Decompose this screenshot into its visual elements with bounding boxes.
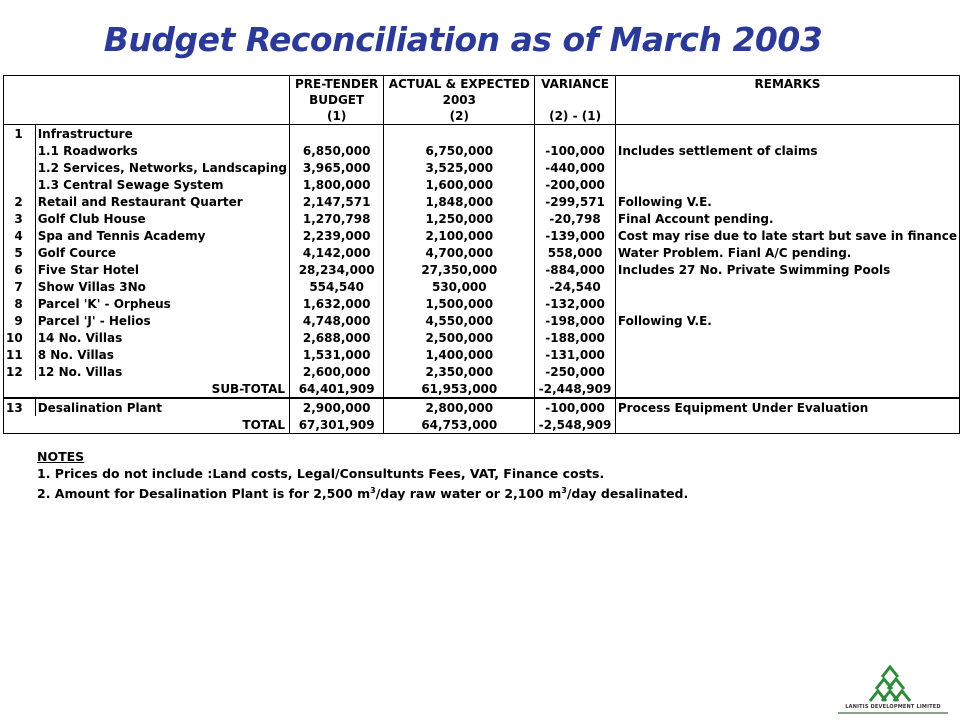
row-budget: 28,234,000 [290, 261, 384, 278]
header-actual-2: 2003 [384, 92, 535, 108]
table-row [4, 125, 960, 143]
page-title: Budget Reconciliation as of March 2003 [103, 20, 823, 59]
row-number: 12 [4, 363, 36, 380]
row-description: 14 No. Villas [35, 329, 289, 346]
row-budget: 2,688,000 [290, 329, 384, 346]
row-number: 2 [4, 193, 36, 210]
row-actual: 1,848,000 [384, 193, 535, 210]
row-variance: -131,000 [535, 346, 616, 363]
row-remarks: Following V.E. [615, 312, 959, 329]
row-variance [535, 125, 616, 143]
logo-underline [838, 712, 948, 714]
row-budget: 1,531,000 [290, 346, 384, 363]
row-description: Five Star Hotel [35, 261, 289, 278]
subtotal-no [4, 380, 36, 398]
header-row-3 [4, 108, 960, 125]
header-budget-1: PRE-TENDER [290, 76, 384, 93]
row-number: 1 [4, 125, 36, 143]
row-variance: -198,000 [535, 312, 616, 329]
subtotal-actual: 61,953,000 [384, 380, 535, 398]
header-variance-1: VARIANCE [535, 76, 616, 93]
header-variance-2 [535, 92, 616, 108]
row-number: 8 [4, 295, 36, 312]
table-row [4, 398, 960, 416]
row-remarks: Water Problem. Fianl A/C pending. [615, 244, 959, 261]
header-remarks-1: REMARKS [615, 76, 959, 93]
row-actual: 2,800,000 [384, 398, 535, 416]
row-number: 5 [4, 244, 36, 261]
total-remarks [615, 416, 959, 434]
table-row [4, 193, 960, 210]
row-remarks [615, 329, 959, 346]
table-row [4, 329, 960, 346]
row-budget: 4,748,000 [290, 312, 384, 329]
table-row [4, 312, 960, 329]
row-variance: -100,000 [535, 142, 616, 159]
row-remarks [615, 295, 959, 312]
notes-section [37, 448, 688, 502]
row-remarks: Includes settlement of claims [615, 142, 959, 159]
row-description: Golf Cource [35, 244, 289, 261]
row-variance: -139,000 [535, 227, 616, 244]
row-remarks: Includes 27 No. Private Swimming Pools [615, 261, 959, 278]
row-description: 1.3 Central Sewage System [35, 176, 289, 193]
row-description: Desalination Plant [35, 398, 289, 416]
row-budget: 1,632,000 [290, 295, 384, 312]
subtotal-row [4, 380, 960, 398]
notes-heading: NOTES [37, 449, 85, 464]
total-label: TOTAL [35, 416, 289, 434]
row-budget: 1,800,000 [290, 176, 384, 193]
row-description: 8 No. Villas [35, 346, 289, 363]
table-row [4, 244, 960, 261]
total-no [4, 416, 36, 434]
row-remarks: Following V.E. [615, 193, 959, 210]
note-2-part-c: /day desalinated. [566, 486, 689, 502]
row-number [4, 142, 36, 159]
company-name: LANITIS DEVELOPMENT LIMITED [845, 704, 941, 710]
header-row-2 [4, 92, 960, 108]
row-budget: 2,239,000 [290, 227, 384, 244]
row-actual: 3,525,000 [384, 159, 535, 176]
row-description: 1.1 Roadworks [35, 142, 289, 159]
row-budget: 1,270,798 [290, 210, 384, 227]
row-description: 12 No. Villas [35, 363, 289, 380]
table-row [4, 346, 960, 363]
subtotal-label: SUB-TOTAL [211, 381, 285, 396]
row-variance: -20,798 [535, 210, 616, 227]
budget-table [3, 75, 960, 434]
row-description: Retail and Restaurant Quarter [35, 193, 289, 210]
table-row [4, 278, 960, 295]
header-remarks-2 [615, 92, 959, 108]
row-budget [290, 125, 384, 143]
row-actual: 530,000 [384, 278, 535, 295]
row-number: 10 [4, 329, 36, 346]
row-actual: 2,500,000 [384, 329, 535, 346]
row-actual: 6,750,000 [384, 142, 535, 159]
header-remarks-3 [615, 108, 959, 125]
row-variance: -299,571 [535, 193, 616, 210]
row-variance: -440,000 [535, 159, 616, 176]
row-remarks [615, 278, 959, 295]
row-remarks: Cost may rise due to late start but save in finance [615, 227, 959, 244]
row-budget: 554,540 [290, 278, 384, 295]
note-2 [37, 482, 688, 502]
row-budget: 6,850,000 [290, 142, 384, 159]
total-variance: -2,548,909 [535, 416, 616, 434]
note-2-part-b: /day raw water or 2,100 m [375, 486, 562, 502]
row-variance: -132,000 [535, 295, 616, 312]
total-budget: 67,301,909 [290, 416, 384, 434]
table-row [4, 142, 960, 159]
row-remarks [615, 176, 959, 193]
row-description: Show Villas 3No [35, 278, 289, 295]
table-row [4, 227, 960, 244]
row-actual: 4,700,000 [384, 244, 535, 261]
row-actual: 1,400,000 [384, 346, 535, 363]
row-description: 1.2 Services, Networks, Landscaping [35, 159, 289, 176]
row-description: Golf Club House [35, 210, 289, 227]
row-number: 13 [4, 398, 36, 416]
row-remarks: Final Account pending. [615, 210, 959, 227]
row-budget: 2,147,571 [290, 193, 384, 210]
row-remarks: Process Equipment Under Evaluation [615, 398, 959, 416]
note-2-sup-1: 3 [370, 486, 376, 495]
note-2-sup-2: 3 [561, 486, 567, 495]
table-row [4, 295, 960, 312]
subtotal-variance: -2,448,909 [535, 380, 616, 398]
row-actual: 2,350,000 [384, 363, 535, 380]
total-row [4, 416, 960, 434]
row-budget: 2,900,000 [290, 398, 384, 416]
row-actual: 2,100,000 [384, 227, 535, 244]
total-actual: 64,753,000 [384, 416, 535, 434]
header-actual-3: (2) [384, 108, 535, 125]
row-description: Infrastructure [35, 125, 289, 143]
row-variance: 558,000 [535, 244, 616, 261]
header-row-1 [4, 76, 960, 93]
header-variance-3: (2) - (1) [535, 108, 616, 125]
note-2-part-a: 2. Amount for Desalination Plant is for 2,500 m [37, 486, 371, 502]
subtotal-remarks [615, 380, 959, 398]
row-number: 4 [4, 227, 36, 244]
row-variance: -200,000 [535, 176, 616, 193]
row-remarks [615, 346, 959, 363]
table-row [4, 261, 960, 278]
note-1: 1. Prices do not include :Land costs, Legal/Consultunts Fees, VAT, Finance costs. [37, 466, 605, 481]
row-actual: 4,550,000 [384, 312, 535, 329]
row-actual: 27,350,000 [384, 261, 535, 278]
row-description: Spa and Tennis Academy [35, 227, 289, 244]
row-remarks [615, 159, 959, 176]
row-remarks [615, 363, 959, 380]
row-description: Parcel 'K' - Orpheus [35, 295, 289, 312]
subtotal-budget: 64,401,909 [290, 380, 384, 398]
row-budget: 4,142,000 [290, 244, 384, 261]
row-actual: 1,250,000 [384, 210, 535, 227]
row-budget: 3,965,000 [290, 159, 384, 176]
row-variance: -884,000 [535, 261, 616, 278]
row-remarks [615, 125, 959, 143]
table-row [4, 176, 960, 193]
table-row [4, 210, 960, 227]
header-budget-2: BUDGET [290, 92, 384, 108]
row-number: 6 [4, 261, 36, 278]
header-actual-1: ACTUAL & EXPECTED [384, 76, 535, 93]
row-variance: -188,000 [535, 329, 616, 346]
row-variance: -100,000 [535, 398, 616, 416]
header-budget-3: (1) [290, 108, 384, 125]
table-row [4, 363, 960, 380]
row-number: 11 [4, 346, 36, 363]
row-number [4, 159, 36, 176]
table-row [4, 159, 960, 176]
row-variance: -24,540 [535, 278, 616, 295]
row-variance: -250,000 [535, 363, 616, 380]
row-number: 3 [4, 210, 36, 227]
row-budget: 2,600,000 [290, 363, 384, 380]
row-description: Parcel 'J' - Helios [35, 312, 289, 329]
row-actual [384, 125, 535, 143]
row-number [4, 176, 36, 193]
row-actual: 1,600,000 [384, 176, 535, 193]
row-number: 9 [4, 312, 36, 329]
row-number: 7 [4, 278, 36, 295]
row-actual: 1,500,000 [384, 295, 535, 312]
